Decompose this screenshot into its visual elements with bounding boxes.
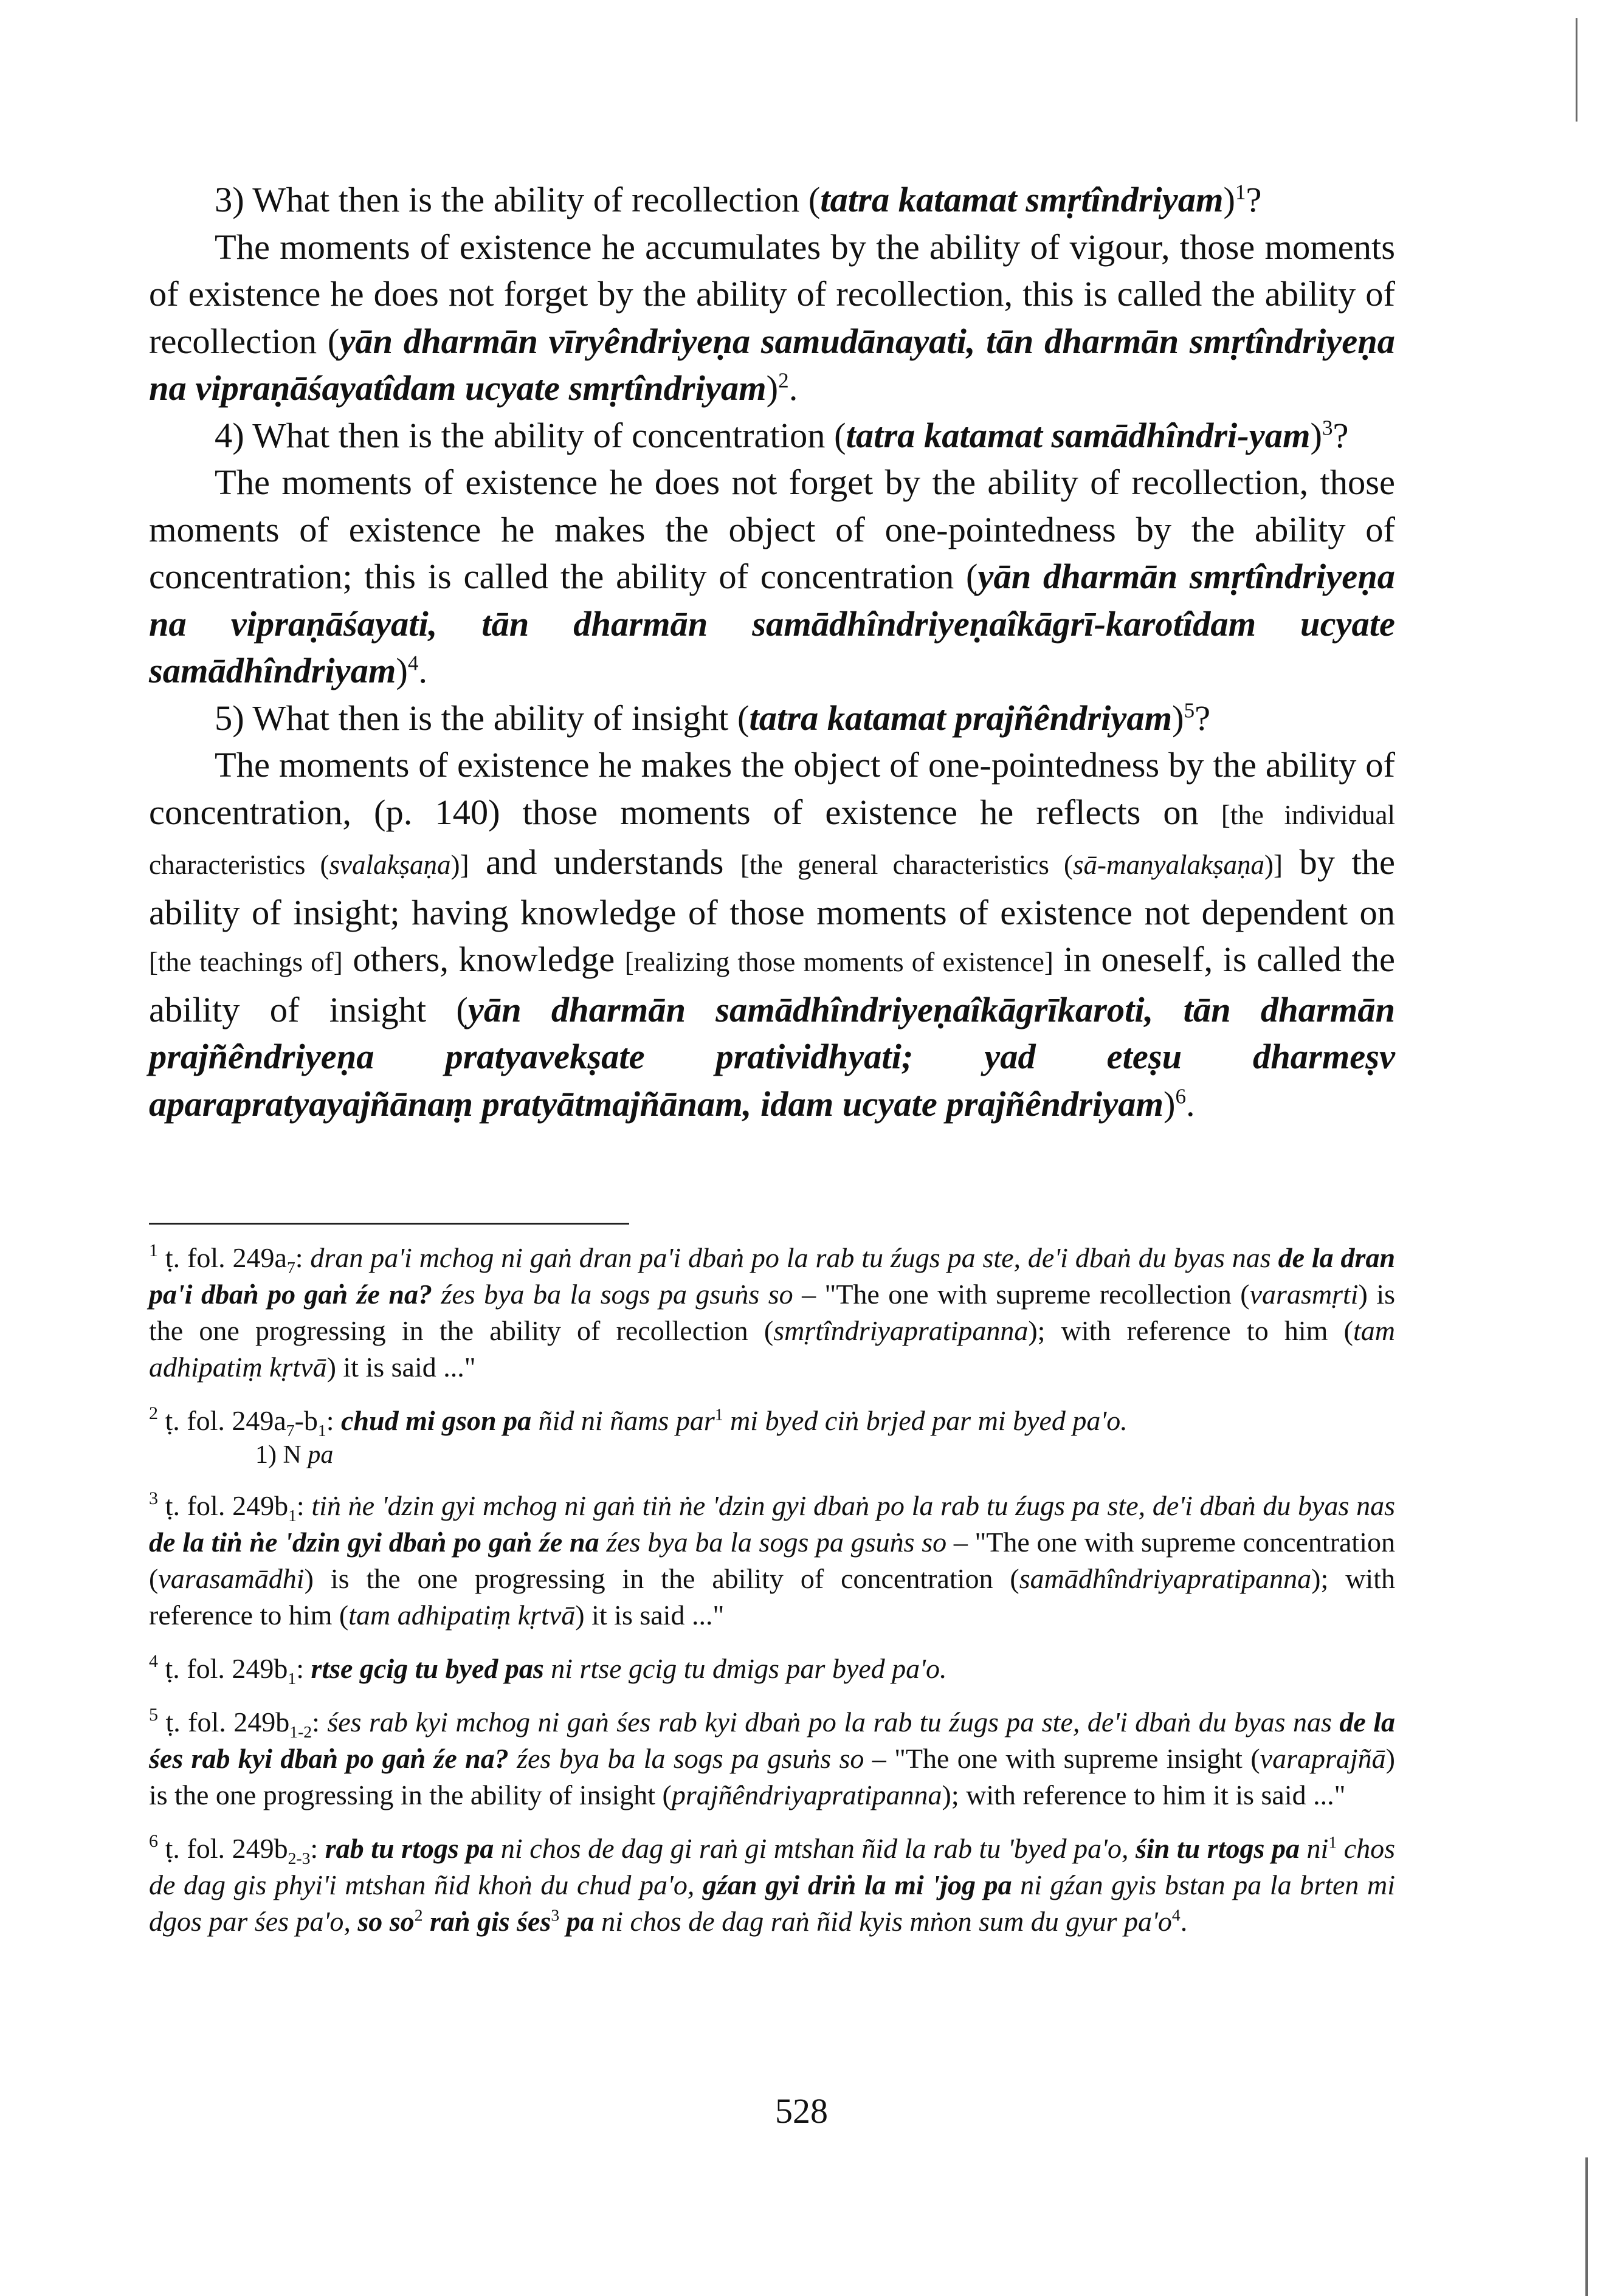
footnote-5: $^5$ ṭ. fol. $249b_{1-2}$: śes rab kyi mchog ni gaṅ śes rab kyi dbaṅ po la rab tu źugs pa ste, de'i dbaṅ du byas nas de la śes rab kyi dbaṅ po gaṅ źe na? źes bya ba la sogs pa gsuṅs so – "The one with supreme insight (varaprajñā) is the one progressing in the ability of insight (prajñêndriyapratipanna); with reference to him it is said ..." (149, 1705, 1396, 1810)
footnote-6: $^6$ ṭ. fol. $249b_{2-3}$: rab tu rtogs pa ni chos de dag gi raṅ gi mtshan ñid la rab tu 'byed pa'o, śin tu rtogs pa $ni^1$ chos de dag gis phyi'i mtshan ñid khoṅ du chud pa'o, gźan gyi driṅ la mi 'jog pa ni gźan gyis bstan pa la brten mi dgos par śes pa'o, so $so^2$ raṅ gis śes$^3$ pa ni chos de dag raṅ ñid kyis mṅon sum du gyur $pa'o^4$. (149, 1831, 1396, 1937)
paragraph-recollection-answer: The moments of existence he accumulates by the ability of vigour, those moments of existence he does not forget by the ability of recollection, this is called the ability of recollection (yān dharmān vīryêndriyeṇa samudānayati, tān dharmān smṛtîndriyeṇa na vipraṇāśayatîdam ucyate smṛtîndriyam)$^2$. (149, 227, 1395, 408)
footnote-ref-5: 5 (1184, 698, 1195, 722)
footnote-1: $^1$ ṭ. fol. $249a_7$: dran pa'i mchog ni gaṅ dran pa'i dbaṅ po la rab tu źugs pa ste, de'i dbaṅ du byas nas de la dran pa'i dbaṅ po gaṅ źe na? źes bya ba la sogs pa gsuṅs so – "The one with supreme recollection (varasmṛti) is the one progressing in the ability of recollection (smṛtîndriyapratipanna); with reference to him (tam adhipatiṃ kṛtvā) it is said ..." (149, 1240, 1396, 1383)
footnote-ref-3: 3 (1322, 416, 1333, 439)
bracket-note: [the individual characteristics (svalakṣaṇa)] (149, 799, 1395, 880)
bracket-note: [realizing those moments of existence] (624, 947, 1053, 977)
bracket-note: [the teachings of] (149, 947, 343, 977)
variant-reading: 1) N pa (255, 1441, 334, 1469)
footnote-4: $^4$ ṭ. fol. $249b_1$: rtse gcig tu byed pas ni rtse gcig tu dmigs par byed pa'o. (149, 1651, 947, 1688)
footnote-2: $^2$ ṭ. fol. $249a_7-b_1$: chud mi gson pa ñid ni ñams par$^1$ mi byed ciṅ brjed par mi byed pa'o. 1) N pa (149, 1403, 1395, 1471)
paragraph-concentration-question: 4) What then is the ability of concentration (tatra katamat samādhîndri-yam)$^3$? (215, 415, 1349, 455)
scan-edge-line (1576, 18, 1577, 122)
footnotes (149, 1240, 1395, 1957)
footnote-separator (149, 1223, 629, 1225)
main-text (149, 176, 1395, 1127)
footnote-ref-6: 6 (1175, 1084, 1186, 1108)
footnote-ref-1: 1 (1235, 180, 1246, 204)
bracket-note: [the general characteristics (sā-manyalakṣaṇa)] (740, 850, 1283, 880)
paragraph-insight-question: 5) What then is the ability of insight (tatra katamat prajñêndriyam)$^5$? (215, 698, 1211, 738)
page-number: 528 (775, 2091, 828, 2131)
paragraph-concentration-answer: The moments of existence he does not forget by the ability of recollection, those moments of existence he makes the object of one-pointedness by the ability of concentration; this is called the ability of concentration (yān dharmān smṛtîndriyeṇa na vipraṇāśayati, tān dharmān samādhîndriyeṇaîkāgrī-karotîdam ucyate samādhîndriyam)$^4$. (149, 462, 1395, 690)
paragraph-insight-answer: The moments of existence he makes the object of one-pointedness by the ability of concentration, (p. 140) those moments of existence he reflects on [the individual characteristics (svalakṣaṇa)] and understands [the general characteristics (sā-manyalakṣaṇa)] by the ability of insight; having knowledge of those moments of existence not dependent on [the teachings of] others, knowledge [realizing those moments of existence] in oneself, is called the ability of insight (yān dharmān samādhîndriyeṇaîkāgrīkaroti, tān dharmān prajñêndriyeṇa pratyavekṣate pratividhyati; yad eteṣu dharmeṣv aparapratyayajñānaṃ pratyātmajñānam, idam ucyate prajñêndriyam)$^6$. (149, 745, 1395, 1124)
footnote-ref-4: 4 (407, 651, 419, 675)
footnote-ref-2: 2 (778, 368, 789, 393)
scan-edge-line (1585, 2157, 1588, 2296)
paragraph-recollection-question: 3) What then is the ability of recollection (tatra katamat smṛtîndriyam)$^1$? (215, 180, 1262, 219)
footnote-3: $^3$ ṭ. fol. $249b_1$: tiṅ ṅe 'dzin gyi mchog ni gaṅ tiṅ ṅe 'dzin gyi dbaṅ po la rab tu źugs pa ste, de'i dbaṅ du byas nas de la tiṅ ṅe 'dzin gyi dbaṅ po gaṅ źe na źes bya ba la sogs pa gsuṅs so – "The one with supreme concentration (varasamādhi) is the one progressing in the ability of concentration (samādhîndriyapratipanna); with reference to him (tam adhipatiṃ kṛtvā) it is said ..." (149, 1488, 1396, 1631)
